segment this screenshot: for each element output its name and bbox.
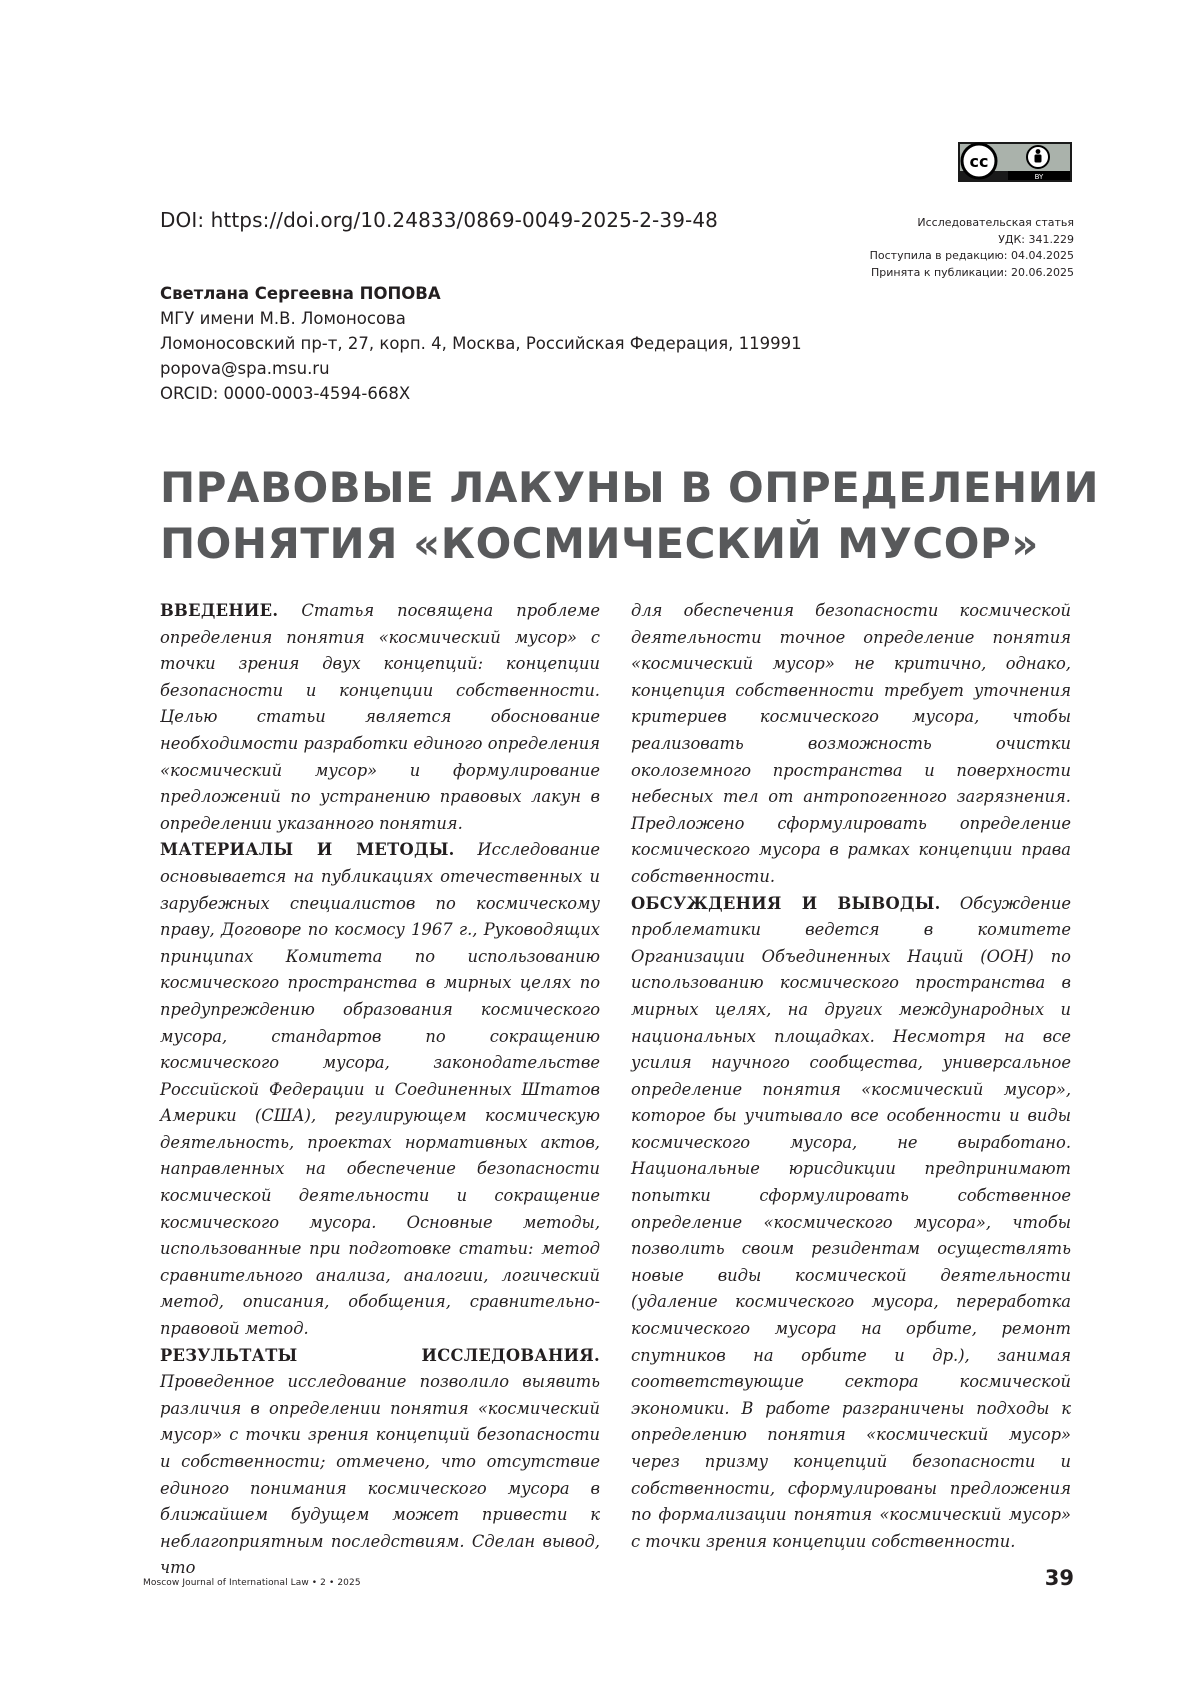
page-number: 39: [1044, 1566, 1074, 1590]
title-line-2: ПОНЯТИЯ «КОСМИЧЕСКИЙ МУСОР»: [160, 519, 1039, 568]
results-heading: РЕЗУЛЬТАТЫ ИССЛЕДОВАНИЯ.: [160, 1345, 600, 1365]
article-title: [160, 460, 1099, 572]
methods-paragraph: [160, 837, 600, 1342]
abstract-left-column: [160, 598, 600, 1582]
results-text-right: для обеспечения безопасности космической деятельности точное определение понятия «космический мусор» не критично, однако, концепция собственности требует уточнения критериев космического мусора, чтобы реализовать возможность очистки околоземного пространства и поверхности небесных тел от антропогенного загрязнения. Предложено сформулировать определение космического мусора в рамках концепции права собственности.: [631, 601, 1071, 886]
results-paragraph: [160, 1343, 600, 1582]
methods-text: Исследование основывается на публикациях отечественных и зарубежных специалистов по космическому праву, Договоре по космосу 1967 г., Руководящих принципах Комитета по использованию космического пространства в мирных целях по предупреждению образования космического мусора, стандартов по сокращению космического мусора, законодательстве Российской Федерации и Соединенных Штатов Америки (США), регулирующем космическую деятельность, проектах нормативных актов, направленных на обеспечение безопасности космической деятельности и сокращение космического мусора. Основные методы, использованные при подготовке статьи: метод сравнительного анализа, аналогии, логический метод, описания, обобщения, сравнительно-правовой метод.: [160, 840, 600, 1339]
udk: УДК: 341.229: [998, 232, 1074, 246]
accepted-date: Принята к публикации: 20.06.2025: [870, 265, 1074, 279]
intro-text: Статья посвящена проблеме определения понятия «космический мусор» с точки зрения двух концепций: концепции безопасности и концепции собственности. Целью статьи является обоснование необходимости разработки единого определения «космический мусор» и формулирование предложений по устранению правовых лакун в определении указанного понятия.: [160, 601, 600, 833]
intro-paragraph: [160, 598, 600, 837]
abstract-right-column: [631, 598, 1071, 1555]
methods-heading: МАТЕРИАЛЫ И МЕТОДЫ.: [160, 840, 455, 860]
article-type: Исследовательская статья: [917, 216, 1074, 229]
discussion-paragraph: [631, 891, 1071, 1556]
article-meta: [870, 215, 1074, 281]
results-continuation: [631, 598, 1071, 891]
by-label: BY: [1034, 173, 1044, 181]
author-address: Ломоносовский пр-т, 27, корп. 4, Москва, Российская Федерация, 119991: [160, 334, 802, 353]
cc-by-icon: [958, 142, 1072, 182]
author-affiliation: МГУ имени М.В. Ломоносова: [160, 309, 406, 328]
author-name: Светлана Сергеевна ПОПОВА: [160, 284, 441, 303]
cc-by-license-badge: [958, 142, 1072, 182]
author-email[interactable]: popova@spa.msu.ru: [160, 359, 330, 378]
discussion-heading: ОБСУЖДЕНИЯ И ВЫВОДЫ.: [631, 893, 941, 913]
doi-line[interactable]: DOI: https://doi.org/10.24833/0869-0049-2025-2-39-48: [160, 208, 718, 232]
title-line-1: ПРАВОВЫЕ ЛАКУНЫ В ОПРЕДЕЛЕНИИ: [160, 463, 1099, 512]
cc-label: cc: [969, 152, 989, 171]
discussion-text: Обсуждение проблематики ведется в комитете Организации Объединенных Наций (ООН) по использованию космического пространства в мирных целях, на других международных и национальных площадках. Несмотря на все усилия научного сообщества, универсальное определение понятия «космический мусор», которое бы учитывало все особенности и виды космического мусора, не выработано. Национальные юрисдикции предпринимают попытки сформулировать собственное определение «космического мусора», чтобы позволить своим резидентам осуществлять новые виды космической деятельности (удаление космического мусора, переработка космического мусора на орбите, ремонт спутников на орбите и др.), занимая соответствующие сектора космической экономики. В работе разграничены подходы к определению понятия «космический мусор» через призму концепций безопасности и собственности, сформулированы предложения по формализации понятия «космический мусор» с точки зрения концепции собственности.: [631, 893, 1071, 1551]
author-orcid[interactable]: ORCID: 0000-0003-4594-668X: [160, 384, 411, 403]
journal-footer: Moscow Journal of International Law • 2 • 2025: [143, 1578, 361, 1588]
received-date: Поступила в редакцию: 04.04.2025: [869, 249, 1074, 262]
author-block: [160, 281, 802, 406]
intro-heading: ВВЕДЕНИЕ.: [160, 601, 279, 620]
results-text-left: Проведенное исследование позволило выявить различия в определении понятия «космический мусор» с точки зрения концепций безопасности и собственности; отмечено, что отсутствие единого понимания космического мусора в ближайшем будущем может привести к неблагоприятным последствиям. Сделан вывод, что: [160, 1372, 600, 1578]
